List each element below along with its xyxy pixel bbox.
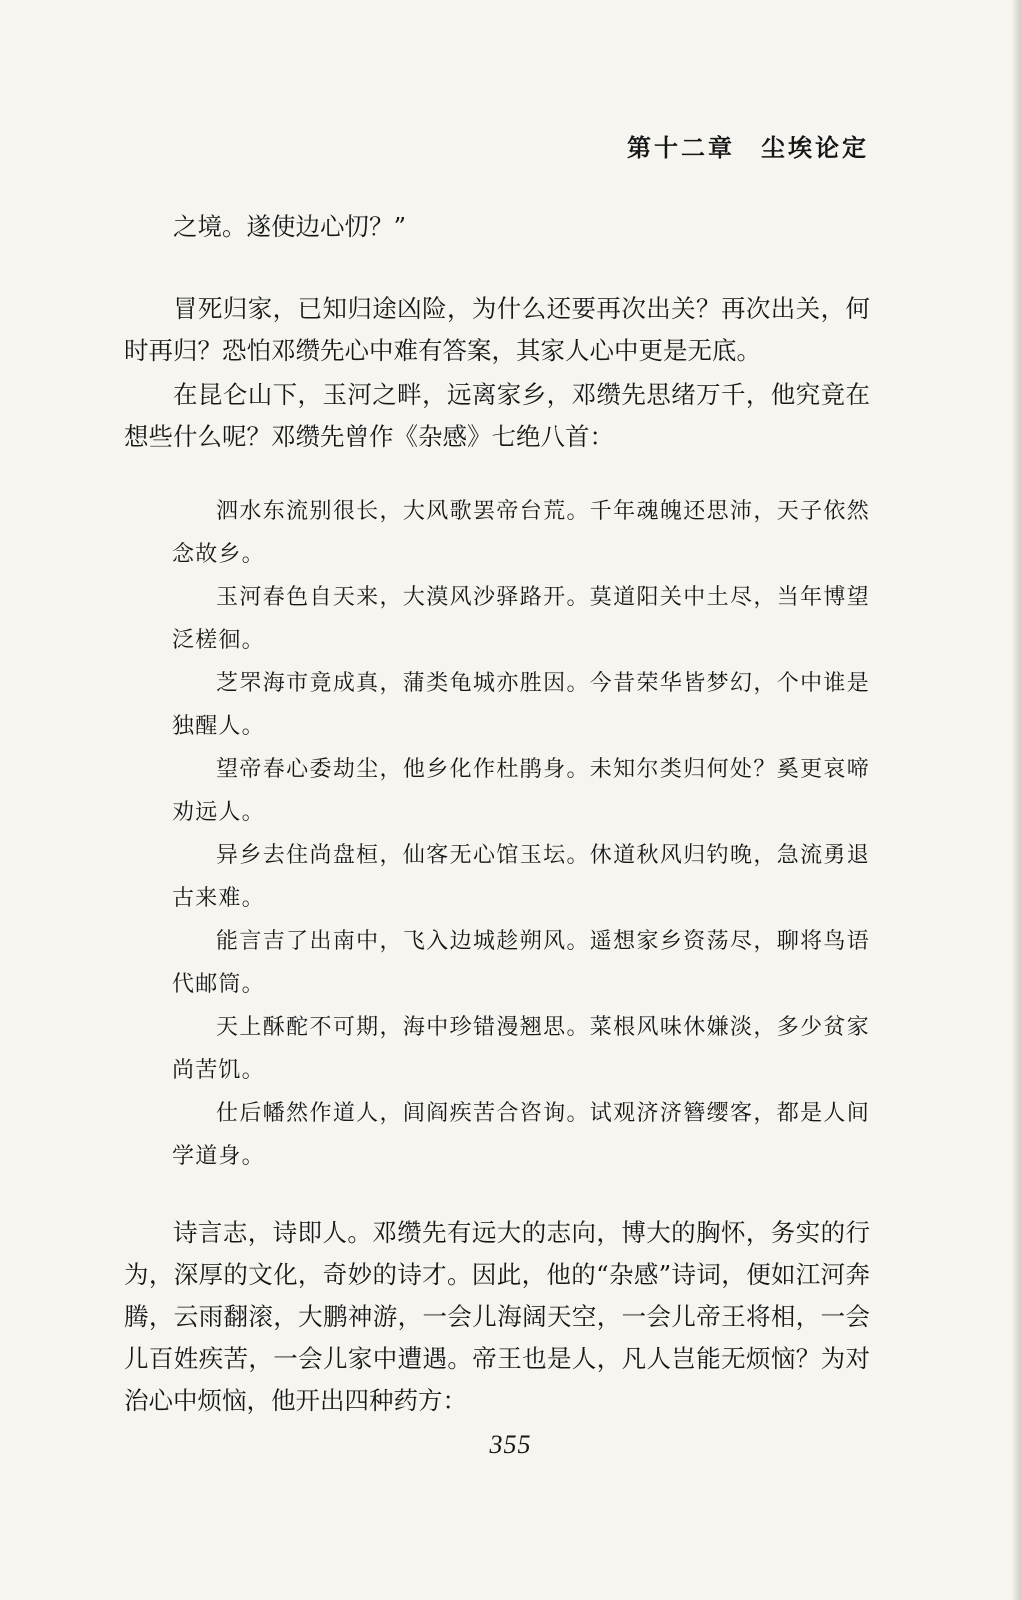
chapter-title: 尘埃论定 [761,133,869,162]
page-number: 355 [489,1430,532,1459]
poem-stanza: 天上酥酡不可期，海中珍错漫翘思。菜根风味休嫌淡，多少贫家尚苦饥。 [172,1015,870,1083]
chapter-number: 第十二章 [627,133,735,162]
poem-stanza: 泗水东流别很长，大风歌罢帝台荒。千年魂魄还思沛，天子依然念故乡。 [172,499,870,567]
poem-block [172,490,870,1178]
page-body [124,206,870,1422]
poem-stanza: 芝罘海市竟成真，蒲类龟城亦胜因。今昔荣华皆梦幻，个中谁是独醒人。 [172,671,870,739]
paragraph: 在昆仑山下，玉河之畔，远离家乡，邓缵先思绪万千，他究竟在想些什么呢？邓缵先曾作《杂感》七绝八首： [124,380,870,451]
paragraph: 诗言志，诗即人。邓缵先有远大的志向，博大的胸怀，务实的行为，深厚的文化，奇妙的诗才。因此，他的“杂感”诗词，便如江河奔腾，云雨翻滚，大鹏神游，一会儿海阔天空，一会儿帝王将相，一会儿百姓疾苦，一会儿家中遭遇。帝王也是人，凡人岂能无烦恼？为对治心中烦恼，他开出四种药方： [124,1218,870,1415]
paragraph-continuation: 之境。遂使边心忉？” [173,212,407,241]
paragraph: 冒死归家，已知归途凶险，为什么还要再次出关？再次出关，何时再归？恐怕邓缵先心中难有答案，其家人心中更是无底。 [124,294,870,365]
poem-stanza: 仕后幡然作道人，闾阎疾苦合咨询。试观济济簪缨客，都是人间学道身。 [172,1101,870,1169]
poem-stanza: 望帝春心委劫尘，他乡化作杜鹃身。未知尔类归何处？奚更哀啼劝远人。 [172,757,870,825]
poem-stanza: 能言吉了出南中，飞入边城趁朔风。遥想家乡资荡尽，聊将鸟语代邮筒。 [172,929,870,997]
poem-stanza: 异乡去住尚盘桓，仙客无心馆玉坛。休道秋风归钓晚，急流勇退古来难。 [172,843,870,911]
poem-stanza: 玉河春色自天来，大漠风沙驿路开。莫道阳关中土尽，当年博望泛槎徊。 [172,585,870,653]
running-header [627,128,869,163]
scan-edge-shadow [1011,0,1021,1600]
